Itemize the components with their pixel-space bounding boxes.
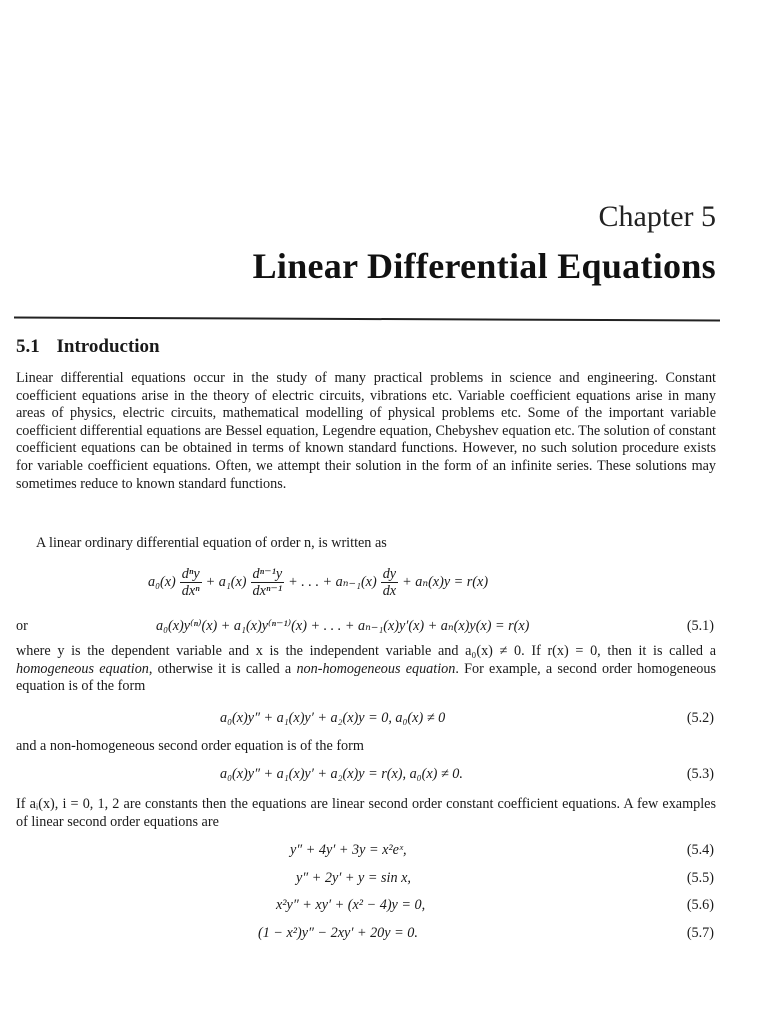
equation-number: (5.4) bbox=[686, 842, 714, 858]
equation-number: (5.6) bbox=[686, 897, 714, 913]
equation-5-3 bbox=[16, 766, 716, 788]
equation-math: (1 − x²)y″ − 2xy′ + 20y = 0. bbox=[258, 925, 418, 941]
homogeneous-paragraph bbox=[16, 643, 716, 696]
section-number: 5.1 bbox=[16, 336, 40, 357]
equation-5-1 bbox=[16, 618, 716, 640]
equation-number: (5.3) bbox=[686, 766, 714, 782]
equation-5-2 bbox=[16, 710, 716, 732]
fraction-dny-dxn bbox=[180, 566, 202, 599]
chapter-rule bbox=[14, 316, 720, 321]
fraction-denominator: dxⁿ⁻¹ bbox=[252, 582, 283, 599]
fraction-numerator: dⁿ⁻¹y bbox=[252, 565, 283, 582]
text-segment: . For example, a second order homogeneous equation is of the form bbox=[16, 660, 716, 695]
equation-5-6 bbox=[16, 897, 716, 919]
eq-dots-an1: + . . . + aₙ₋₁(x) bbox=[288, 573, 377, 590]
equation-number: (5.1) bbox=[686, 618, 714, 634]
fraction-numerator: dy bbox=[382, 565, 397, 582]
term-non-homogeneous: non-homogeneous equation bbox=[296, 660, 456, 677]
text-segment: , otherwise it is called a bbox=[148, 660, 297, 677]
equation-number: (5.5) bbox=[686, 870, 714, 886]
constants-paragraph: If aᵢ(x), i = 0, 1, 2 are constants then the equations are linear second order constant coefficient equations. A few examples of linear second order equations are bbox=[16, 796, 716, 830]
eq-a0: a₀(x) bbox=[148, 573, 176, 590]
equation-math: a₀(x)y″ + a₁(x)y′ + a₂(x)y = r(x), a₀(x) ≠ 0. bbox=[220, 766, 463, 782]
general-equation bbox=[148, 560, 488, 604]
fraction-denominator: dx bbox=[382, 582, 397, 599]
fraction-denominator: dxⁿ bbox=[181, 582, 200, 599]
equation-5-5 bbox=[16, 870, 716, 892]
term-homogeneous: homogeneous equation bbox=[16, 660, 149, 677]
equation-math: x²y″ + xy′ + (x² − 4)y = 0, bbox=[276, 897, 426, 913]
fraction-numerator: dⁿy bbox=[181, 565, 200, 582]
equation-math: y″ + 4y′ + 3y = x²eˣ, bbox=[290, 842, 407, 858]
equation-number: (5.2) bbox=[686, 710, 714, 726]
equation-5-7 bbox=[16, 925, 716, 947]
text-segment: where y is the dependent variable and x is the independent variable and a₀(x) ≠ 0. If r(x) = 0, then it is called a bbox=[16, 643, 716, 659]
section-heading bbox=[16, 336, 160, 358]
equation-math: a₀(x)y⁽ⁿ⁾(x) + a₁(x)y⁽ⁿ⁻¹⁾(x) + . . . + aₙ₋₁(x)y′(x) + aₙ(x)y(x) = r(x) bbox=[156, 618, 530, 634]
intro-paragraph: Linear differential equations occur in the study of many practical problems in science and engineering. Constant coefficient equations arise in the theory of electric circuits, vibrations etc. Variable coefficient equations arise in many areas of physics, electric circuits, mathematical modelling of physical problems etc. Some of the important variable coefficient differential equations are Bessel equation, Legendre equation, Chebyshev equation etc. The solution of constant coefficient equations can be obtained in terms of known standard functions. However, no such solution procedure exists for variable coefficient equations. Often, we attempt their solution in the form of an infinite series. These solutions may sometimes reduce to known standard functions. bbox=[16, 370, 716, 492]
section-title: Introduction bbox=[56, 336, 160, 357]
equation-math: a₀(x)y″ + a₁(x)y′ + a₂(x)y = 0, a₀(x) ≠ 0 bbox=[220, 710, 446, 726]
or-label: or bbox=[16, 618, 28, 634]
non-homogeneous-sentence: and a non-homogeneous second order equation is of the form bbox=[16, 738, 364, 754]
eq-plus-a1: + a₁(x) bbox=[205, 573, 247, 590]
eq-tail: + aₙ(x)y = r(x) bbox=[402, 573, 489, 590]
chapter-title: Linear Differential Equations bbox=[252, 246, 716, 286]
equation-number: (5.7) bbox=[686, 925, 714, 941]
equation-5-4 bbox=[16, 842, 716, 864]
chapter-label: Chapter 5 bbox=[598, 200, 716, 233]
order-n-sentence: A linear ordinary differential equation of order n, is written as bbox=[36, 535, 387, 551]
fraction-dn1y-dxn1 bbox=[251, 566, 285, 599]
fraction-dy-dx bbox=[381, 566, 398, 599]
equation-math: y″ + 2y′ + y = sin x, bbox=[296, 870, 411, 886]
